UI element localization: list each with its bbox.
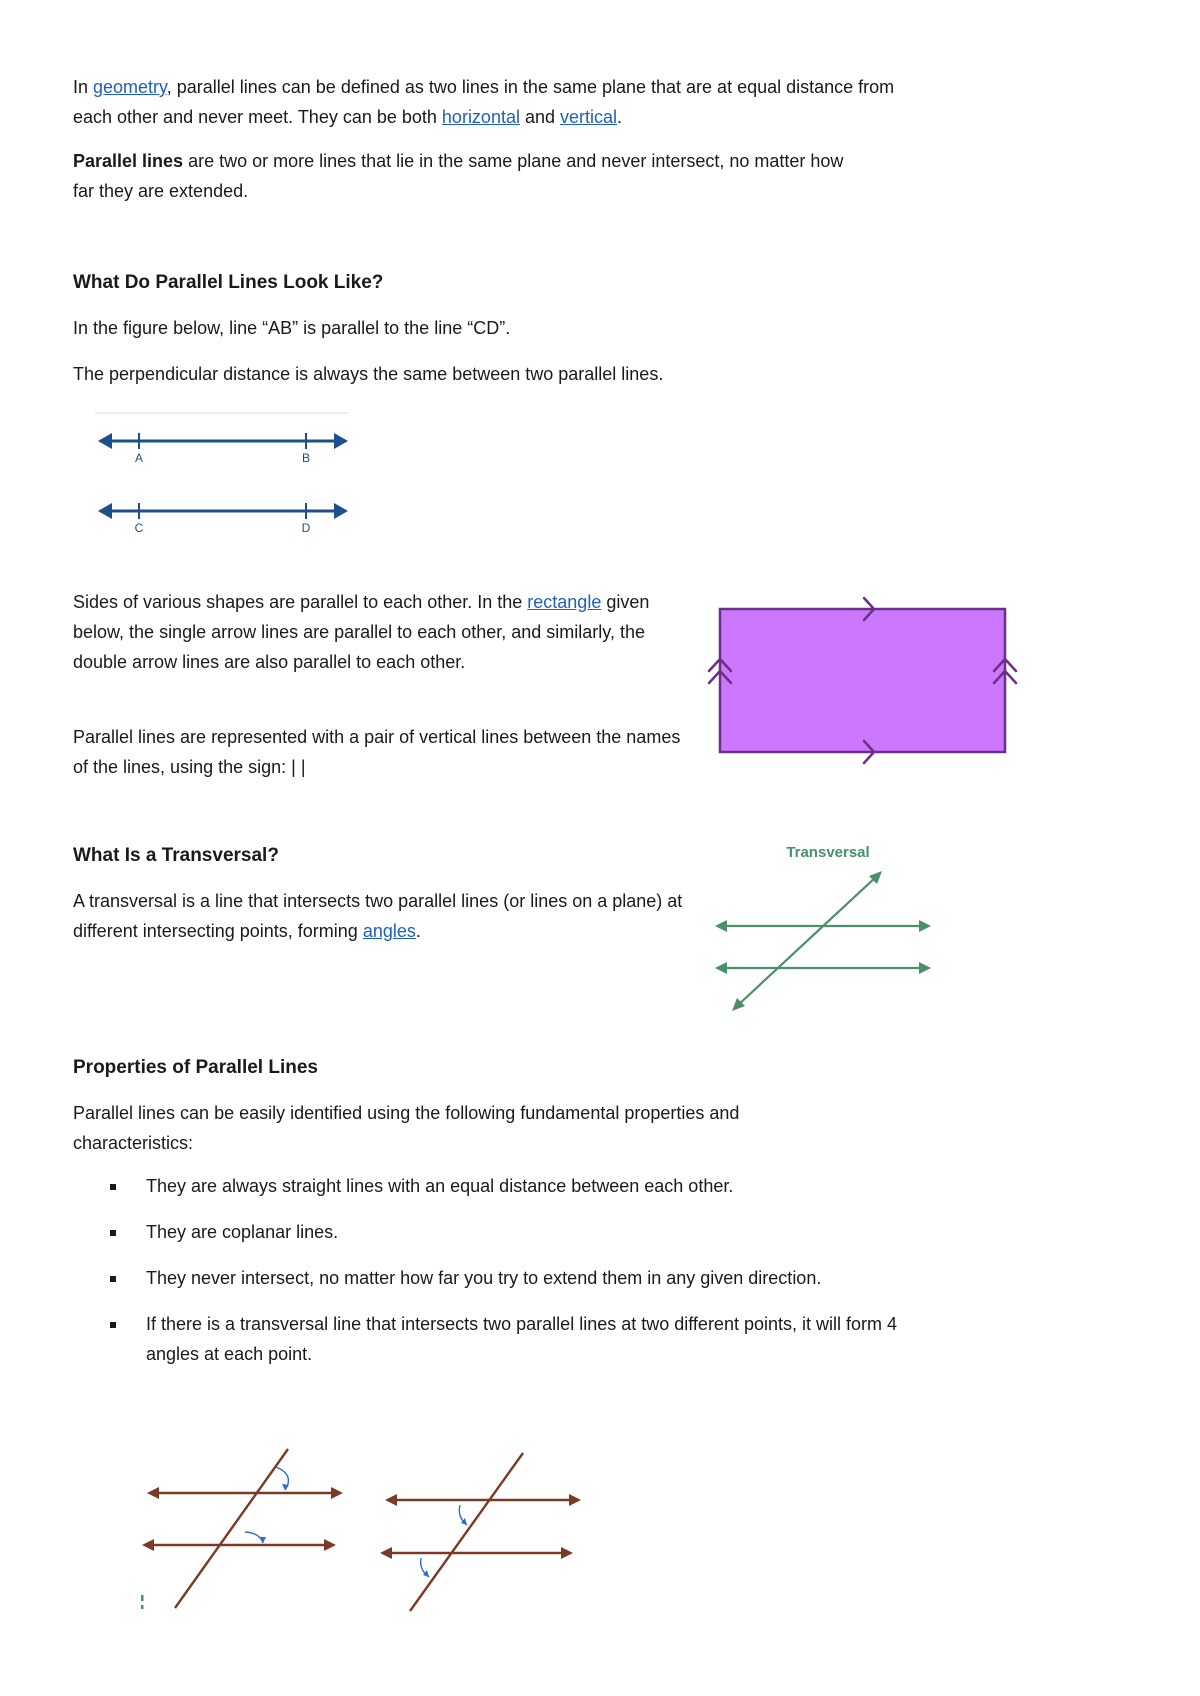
upper-right-arrow <box>919 920 931 932</box>
parallel-rectangle-figure <box>705 590 1015 765</box>
section-heading-properties: Properties of Parallel Lines <box>73 1057 318 1078</box>
angles-link[interactable]: angles <box>362 921 416 941</box>
line-cd-left-arrow <box>98 503 112 519</box>
shapes-paragraph <box>73 587 688 677</box>
geometry-link[interactable]: geometry <box>93 77 167 97</box>
properties-list <box>108 1171 926 1385</box>
list-item: They are always straight lines with an equal distance between each other. <box>108 1171 926 1201</box>
transversal-paragraph <box>73 886 688 946</box>
label-b: B <box>301 451 311 465</box>
transversal-line <box>737 876 877 1006</box>
lower-left-arrow <box>715 962 727 974</box>
definition-paragraph <box>73 146 863 206</box>
intro-text: In <box>73 77 94 97</box>
left-upper-right-arrow <box>331 1487 343 1499</box>
left-transversal-line <box>175 1449 288 1608</box>
angle-arc-arrowhead <box>259 1537 266 1543</box>
list-item: If there is a transversal line that intersects two parallel lines at two different points, it will form 4 angles at each point. <box>108 1309 926 1369</box>
right-upper-left-arrow <box>385 1494 397 1506</box>
left-lower-right-arrow <box>324 1539 336 1551</box>
transversal-angles-figure <box>135 1445 595 1625</box>
properties-intro: Parallel lines can be easily identified using the following fundamental properties and characteristics: <box>73 1103 740 1153</box>
right-lower-right-arrow <box>561 1547 573 1559</box>
vertical-link[interactable]: vertical <box>560 107 618 127</box>
figure-intro-text: In the figure below, line “AB” is parallel to the line “CD”. <box>73 318 511 338</box>
line-ab-left-arrow <box>98 433 112 449</box>
label-d: D <box>301 521 311 535</box>
right-transversal-line <box>410 1453 523 1611</box>
list-item: They never intersect, no matter how far you try to extend them in any given direction. <box>108 1263 926 1293</box>
definition-term: Parallel lines <box>73 151 184 171</box>
left-lower-left-arrow <box>142 1539 154 1551</box>
section-heading-transversal: What Is a Transversal? <box>73 845 279 866</box>
horizontal-link[interactable]: horizontal <box>441 107 520 127</box>
line-ab-right-arrow <box>334 433 348 449</box>
transversal-text: A transversal is a line that intersects two parallel lines (or lines on a plane) at different intersecting points, forming <box>73 891 683 941</box>
intro-text: , parallel lines can be defined as two lines in the same plane that are at equal distance from each other and never meet. They can be both <box>73 77 895 127</box>
label-c: C <box>134 521 144 535</box>
parallel-sign-paragraph: Parallel lines are represented with a pair of vertical lines between the names of the lines, using the sign: | | <box>73 727 681 777</box>
list-item: They are coplanar lines. <box>108 1217 926 1247</box>
shapes-text: given below, the single arrow lines are parallel to each other, and similarly, the double arrow lines are also parallel to each other. <box>73 592 650 672</box>
stray-mark <box>141 1595 144 1601</box>
left-upper-left-arrow <box>147 1487 159 1499</box>
upper-left-arrow <box>715 920 727 932</box>
distance-text: The perpendicular distance is always the same between two parallel lines. <box>73 364 664 384</box>
parallel-lines-ab-cd-figure <box>90 405 360 545</box>
transversal-text: . <box>415 921 421 941</box>
transversal-figure-title: Transversal <box>786 844 870 861</box>
intro-text: and <box>519 107 561 127</box>
label-a: A <box>134 451 144 465</box>
line-cd-right-arrow <box>334 503 348 519</box>
intro-paragraph <box>73 72 903 132</box>
stray-mark <box>141 1605 144 1609</box>
rectangle-shape <box>720 609 1005 752</box>
definition-text: are two or more lines that lie in the same plane and never intersect, no matter how far they are extended. <box>73 151 844 201</box>
right-upper-right-arrow <box>569 1494 581 1506</box>
angle-arc-arrowhead <box>282 1484 289 1490</box>
intro-text: . <box>617 107 623 127</box>
rectangle-link[interactable]: rectangle <box>527 592 602 612</box>
transversal-figure <box>715 840 940 1020</box>
right-lower-left-arrow <box>380 1547 392 1559</box>
shapes-text: Sides of various shapes are parallel to each other. In the <box>73 592 528 612</box>
section-heading-parallel-look: What Do Parallel Lines Look Like? <box>73 272 384 293</box>
lower-right-arrow <box>919 962 931 974</box>
